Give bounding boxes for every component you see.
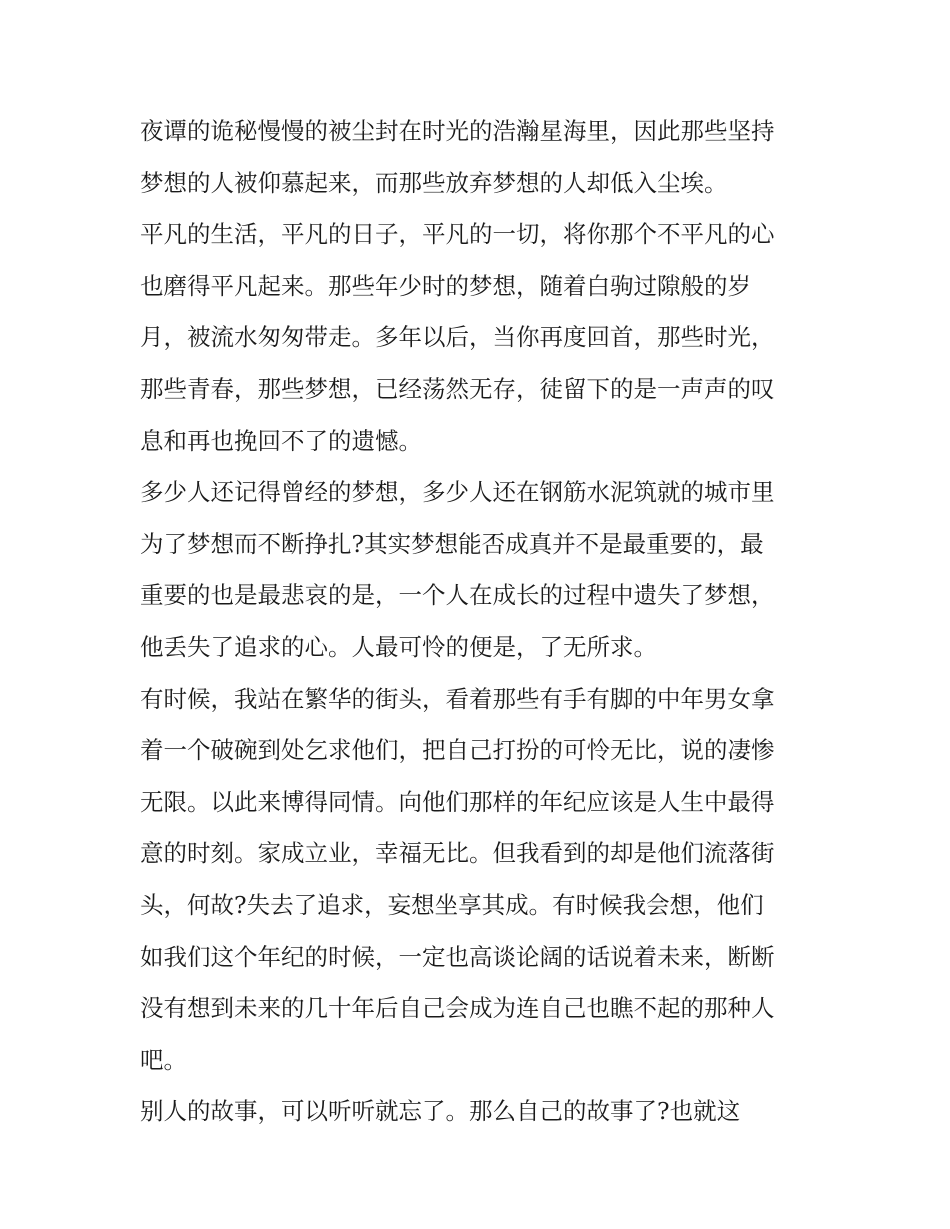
paragraph-3: 多少人还记得曾经的梦想，多少人还在钢筋水泥筑就的城市里 为了梦想而不断挣扎?其实梦想能否成真并不是最重要的，最 重要的也是最悲哀的是，一个人在成长的过程中遗失了梦想， 他丢失了追求的心。人最可怜的便是，了无所求。 xyxy=(140,478,775,661)
paragraph-2: 平凡的生活，平凡的日子，平凡的一切，将你那个不平凡的心 也磨得平凡起来。那些年少时的梦想，随着白驹过隙般的岁 月，被流水匆匆带走。多年以后，当你再度回首，那些时光， 那些青春，那些梦想，已经荡然无存，徒留下的是一声声的叹 息和再也挽回不了的遗憾。 xyxy=(140,220,775,455)
paragraph-5: 别人的故事，可以听听就忘了。那么自己的故事了?也就这 xyxy=(140,1097,741,1126)
document-page xyxy=(140,106,820,1138)
paragraph-4: 有时候，我站在繁华的街头，看着那些有手有脚的中年男女拿 着一个破碗到处乞求他们，把自己打扮的可怜无比，说的凄惨 无限。以此来博得同情。向他们那样的年纪应该是人生中最得 意的时刻。家成立业，幸福无比。但我看到的却是他们流落街 头，何故?失去了追求，妄想坐享其成。有时候我会想，他们 如我们这个年纪的时候，一定也高谈论阔的话说着未来，断断 没有想到未来的几十年后自己会成为连自己也瞧不起的那种人 吧。 xyxy=(140,684,775,1074)
paragraph-1: 夜谭的诡秘慢慢的被尘封在时光的浩瀚星海里，因此那些坚持 梦想的人被仰慕起来，而那些放弃梦想的人却低入尘埃。 xyxy=(140,117,775,197)
